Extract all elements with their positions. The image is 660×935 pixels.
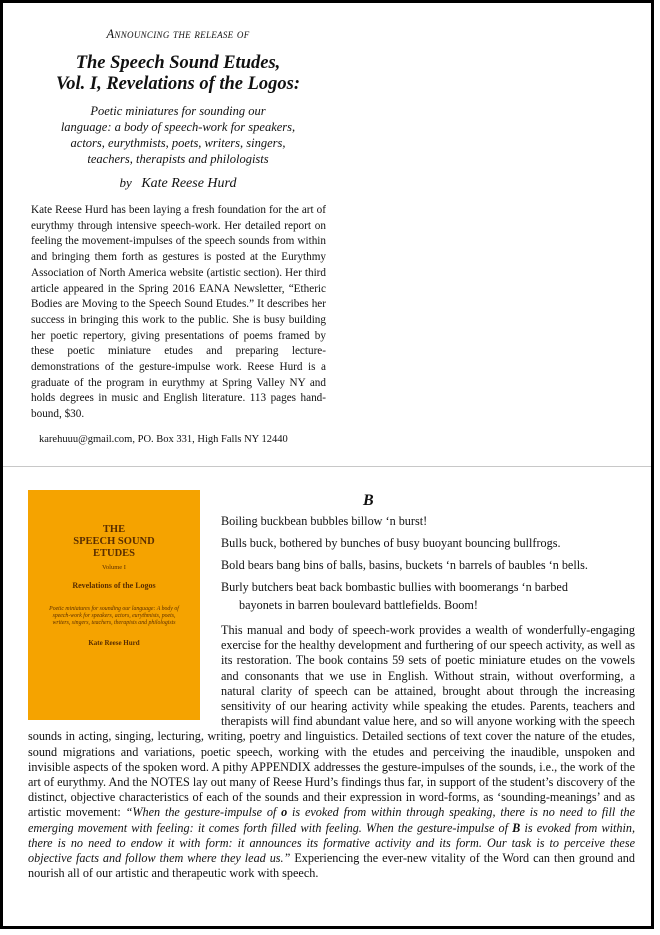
description-part1: This manual and body of speech-work provides a wealth of wonderfully-engaging exercise for the healthy development and furthering of our speech activity, as well as its restoration. The book contains 59 sets of poetic miniature etudes on the vowels and consonants that we use in English. Without strain, without overforming, a natural clarity of speech can be attained, brought about through the increasing sensitivity of our hearing activity while speaking the etudes. Parents, teachers and therapists will find abundant value here, and so will anyone working with the speech sounds in acting, singing, lecturing, writing, poetry and linguistics. Detailed sections of text cover the nature of the etudes, sound migrations and variations, poetic speech, working with the etudes and perceiving the inaudible, unspoken and invisible aspects of the spoken word. A pithy APPENDIX addresses the gesture-impulses of the sounds, i.e., the work of the art of eurythmy. And the NOTES lay out many of Reese Hurd’s findings thus far, in support of the student’s discovery of the distinct, objective characteristics of each of the sounds and their expression in word-forms, as ‘sounding-meanings’ and as artistic movement: bbox=[28, 623, 635, 820]
byline-author: Kate Reese Hurd bbox=[141, 176, 237, 191]
byline-by: by bbox=[119, 175, 132, 190]
cover-subtitle: Revelations of the Logos bbox=[72, 581, 156, 590]
description-part2: Experiencing the ever-new vitality of the Word can then ground and nourish all of our artistic and therapeutic work with speech. bbox=[28, 851, 635, 881]
quote-letter-b: B bbox=[512, 820, 521, 835]
cover-title-line1: THE bbox=[102, 524, 126, 535]
etude-line-continuation: bayonets in barren boulevard battlefields. Boom! bbox=[239, 598, 478, 612]
etude-heading: B bbox=[363, 492, 374, 509]
subtitle-line: Poetic miniatures for sounding our bbox=[90, 104, 266, 118]
etude-line: Boiling buckbean bubbles billow ‘n burst! bbox=[221, 514, 428, 528]
subtitle-line: actors, eurythmists, poets, writers, singers, bbox=[70, 136, 286, 150]
etude-line: Bulls buck, bothered by bunches of busy buoyant bouncing bullfrogs. bbox=[221, 536, 561, 550]
etude-line: Burly butchers beat back bombastic bullies with boomerangs ‘n barbed bbox=[221, 580, 568, 594]
book-title bbox=[3, 53, 353, 95]
book-title-line2: Vol. I, Revelations of the Logos: bbox=[55, 74, 301, 94]
byline bbox=[3, 175, 353, 192]
cover-title bbox=[28, 524, 200, 560]
subtitle-line: language: a body of speech-work for speakers, bbox=[60, 120, 296, 134]
announcement-header bbox=[3, 7, 353, 192]
cover-description: Poetic miniatures for sounding our language: A body of speech-work for speakers, actors, eurythmists, poets, writers, singers, teachers, therapists and philologists bbox=[49, 606, 179, 626]
author-bio-text: Kate Reese Hurd has been laying a fresh foundation for the art of eurythmy through intensive speech-work. Her detailed report on feeling the movement-impulses of the speech sounds from within and bringing them forth as gestures is posted at the Eurythmy Association of North America website (artistic section). Her third article appeared in the Spring 2016 EANA Newsletter, “Etheric Bodies are Moving to the Speech Sound Etudes.” It describes her success in bringing this work to the public. She is busy building her poetic repertory, giving presentations of poems framed by these poetic miniature etudes and preparing lecture-demonstrations of the gesture-impulse work. Reese Hurd is a graduate of the program in eurythmy at Spring Valley NY and holds degrees in music and English literature. 113 pages hand-bound, $30. bbox=[31, 204, 326, 421]
book-description bbox=[28, 623, 635, 881]
author-bio bbox=[31, 203, 326, 423]
contact-info: karehuuu@gmail.com, PO. Box 331, High Falls NY 12440 bbox=[39, 434, 288, 445]
section-divider bbox=[3, 466, 651, 467]
etude-line: Bold bears bang bins of balls, basins, buckets ‘n barrels of baubles ‘n bells. bbox=[221, 558, 588, 572]
cover-title-line2: SPEECH SOUND bbox=[73, 536, 155, 547]
quote-letter-o: o bbox=[281, 805, 288, 820]
quote-segment: is evoked from within, there is no need to endow it with form: it announces its formative activity and its form. Our task is to perceive these objective facts and follow them where they lead us.” bbox=[28, 820, 635, 866]
subtitle-line: teachers, therapists and philologists bbox=[87, 152, 269, 166]
etude-lines bbox=[221, 514, 641, 620]
book-title-line1: The Speech Sound Etudes, bbox=[75, 53, 281, 73]
announcement-kicker: Announcing the release of bbox=[106, 27, 250, 41]
book-subtitle bbox=[3, 103, 353, 167]
cover-author: Kate Reese Hurd bbox=[88, 639, 140, 647]
cover-title-line3: ETUDES bbox=[92, 548, 135, 559]
quote-segment: “When the gesture-impulse of bbox=[125, 805, 282, 820]
announcement-section bbox=[3, 3, 653, 466]
quote-segment: is evoked from within through speaking, there is no need to fill the emerging movement with feeling: it comes forth filled with feeling. When the gesture-impulse of bbox=[28, 805, 636, 835]
cover-volume: Volume I bbox=[102, 564, 126, 571]
